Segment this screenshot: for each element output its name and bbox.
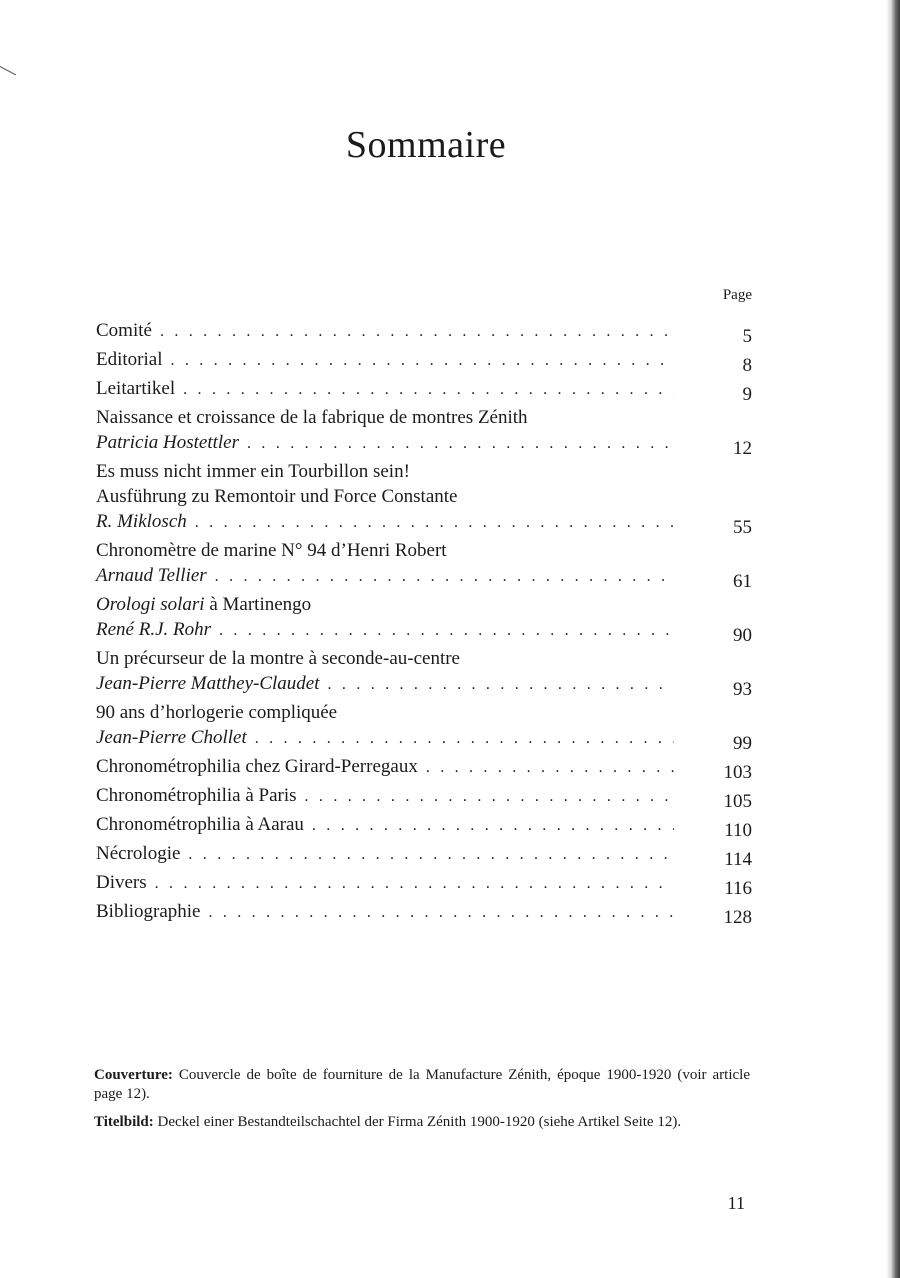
- entry-author: René R.J. Rohr: [96, 619, 212, 640]
- entry-page: 116: [724, 878, 752, 899]
- page-number: 11: [727, 1193, 745, 1213]
- leader-dots: [183, 377, 674, 402]
- toc-entry: [96, 841, 752, 870]
- leader-dots: [170, 348, 674, 373]
- caption-couverture: [94, 1066, 750, 1104]
- entry-title: Editorial: [96, 349, 163, 370]
- entry-title: Un précurseur de la montre à seconde-au-centre: [96, 648, 460, 669]
- entry-page: 12: [733, 438, 752, 459]
- entry-author: Jean-Pierre Chollet: [96, 727, 247, 748]
- entry-author: Arnaud Tellier: [96, 565, 207, 586]
- toc-entry: [96, 459, 752, 538]
- entry-page: 5: [742, 326, 752, 347]
- entry-page: 99: [733, 733, 752, 754]
- entry-title: Nécrologie: [96, 843, 181, 864]
- toc-entry: [96, 700, 752, 754]
- entry-title: Chronométrophilia à Aarau: [96, 814, 304, 835]
- toc-entry: [96, 538, 752, 592]
- entry-page: 93: [733, 679, 752, 700]
- entry-title: Es muss nicht immer ein Tourbillon sein!: [96, 461, 410, 482]
- toc-entry: [96, 783, 752, 812]
- entry-title: Chronométrophilia à Paris: [96, 785, 297, 806]
- entry-author: R. Miklosch: [96, 511, 187, 532]
- entry-page: 9: [742, 384, 752, 405]
- cover-captions: [94, 1066, 750, 1141]
- page-title: Sommaire: [345, 124, 507, 167]
- entry-title: [96, 592, 311, 617]
- entry-page: 105: [723, 791, 752, 812]
- entry-title: Divers: [96, 872, 147, 893]
- leader-dots: [215, 564, 674, 589]
- entry-author: Jean-Pierre Matthey-Claudet: [96, 673, 320, 694]
- entry-title: Chronométrophilia chez Girard-Perregaux: [96, 756, 418, 777]
- caption-label: Titelbild:: [94, 1114, 154, 1130]
- entry-page: 55: [733, 517, 752, 538]
- page-column-label: Page: [722, 287, 752, 303]
- caption-text: Deckel einer Bestandteilschachtel der Firma Zénith 1900-1920 (siehe Artikel Seite 12).: [153, 1114, 682, 1130]
- toc-entry: [96, 318, 752, 347]
- entry-title: 90 ans d’horlogerie compliquée: [96, 702, 338, 723]
- leader-dots: [219, 618, 674, 643]
- toc-entry: [96, 646, 752, 700]
- caption-text: Couvercle de boîte de fourniture de la Manufacture Zénith, époque 1900-1920 (voir article page 12).: [94, 1067, 750, 1102]
- leader-dots: [160, 319, 674, 344]
- toc-entry: [96, 812, 752, 841]
- entry-title: Chronomètre de marine N° 94 d’Henri Robert: [96, 540, 447, 561]
- toc-entry: [96, 347, 752, 376]
- toc-entry: [96, 754, 752, 783]
- entry-title-line-2: Ausführung zu Remontoir und Force Constante: [96, 486, 458, 507]
- entry-page: 61: [733, 571, 752, 592]
- toc-entry: [96, 376, 752, 405]
- toc-entry: [96, 592, 752, 646]
- leader-dots: [305, 784, 674, 809]
- leader-dots: [247, 431, 674, 456]
- toc-entry: [96, 899, 752, 928]
- toc-entry: [96, 870, 752, 899]
- entry-page: 90: [733, 625, 752, 646]
- entry-title: Naissance et croissance de la fabrique de montres Zénith: [96, 407, 528, 428]
- entry-title-italic: Orologi solari: [96, 594, 205, 615]
- entry-page: 128: [723, 907, 752, 928]
- entry-page: 114: [724, 849, 752, 870]
- entry-page: 110: [724, 820, 752, 841]
- leader-dots: [188, 842, 674, 867]
- entry-title: Comité: [96, 320, 152, 341]
- caption-titelbild: [94, 1113, 750, 1132]
- scan-mark: [0, 66, 16, 75]
- entry-title-rest: à Martinengo: [204, 594, 312, 615]
- table-of-contents: [96, 318, 752, 928]
- entry-title: Leitartikel: [96, 378, 176, 399]
- leader-dots: [208, 900, 674, 925]
- entry-page: 8: [742, 355, 752, 376]
- entry-title: Bibliographie: [96, 901, 201, 922]
- leader-dots: [155, 871, 674, 896]
- page-edge-shadow: [886, 0, 900, 1278]
- leader-dots: [312, 813, 674, 838]
- entry-page: 103: [723, 762, 752, 783]
- leader-dots: [328, 672, 674, 697]
- leader-dots: [426, 755, 674, 780]
- toc-entry: [96, 405, 752, 459]
- leader-dots: [195, 510, 674, 535]
- entry-author: Patricia Hostettler: [96, 432, 240, 453]
- leader-dots: [255, 726, 674, 751]
- caption-label: Couverture:: [94, 1067, 173, 1083]
